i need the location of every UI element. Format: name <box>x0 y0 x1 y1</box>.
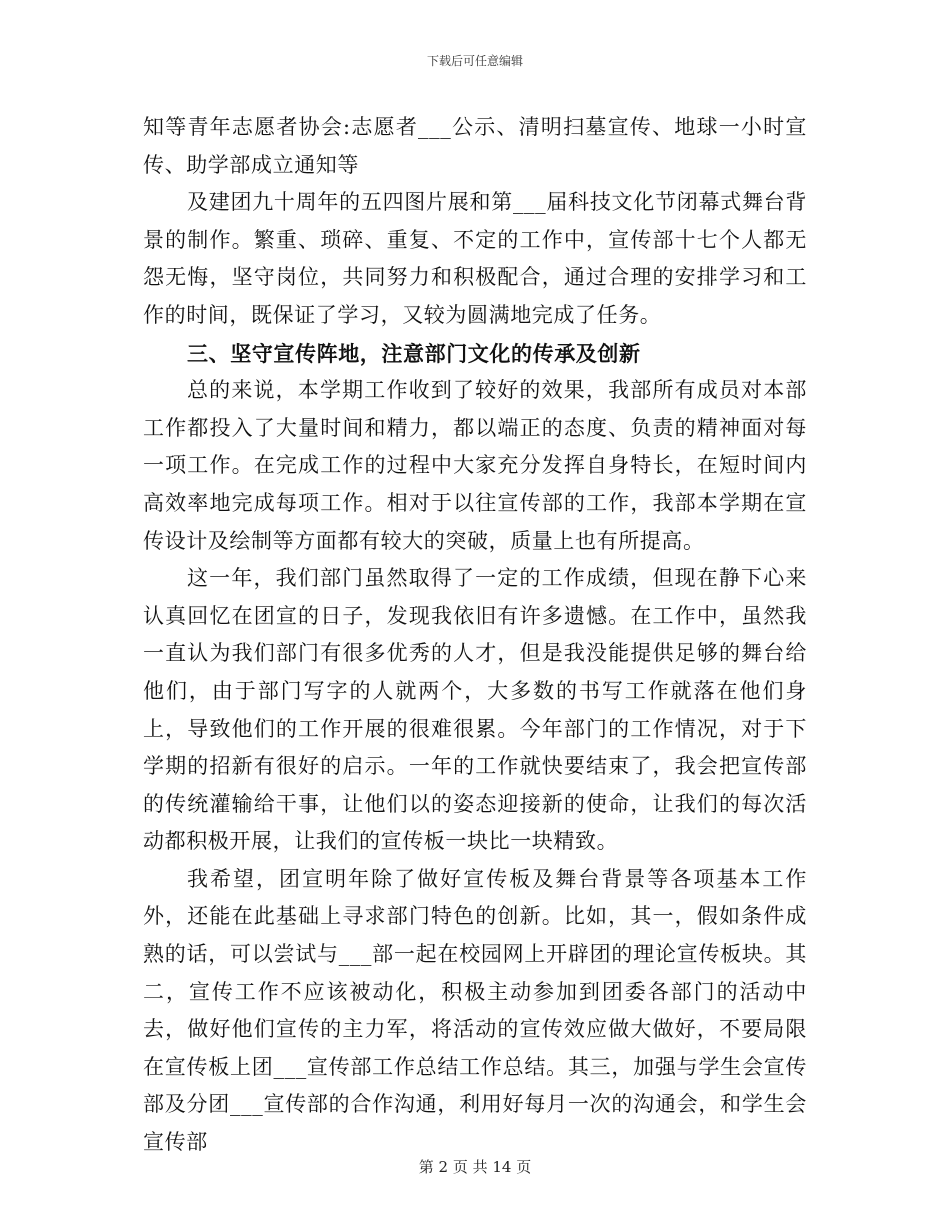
section-heading-3: 三、坚守宣传阵地，注意部门文化的传承及创新 <box>187 340 641 366</box>
paragraph-exhibition-work: 及建团九十周年的五四图片展和第___届科技文化节闭幕式舞台背景的制作。繁重、琐碎、重复、不定的工作中，宣传部十七个人都无怨无悔，坚守岗位，共同努力和积极配合，通过合理的安排学习和工作的时间，既保证了学习，又较为圆满地完成了任务。 <box>143 190 807 327</box>
paragraph-hopes: 我希望，团宣明年除了做好宣传板及舞台背景等各项基本工作外，还能在此基础上寻求部门特色的创新。比如，其一，假如条件成熟的话，可以尝试与___部一起在校园网上开辟团的理论宣传板块。其二，宣传工作不应该被动化，积极主动参加到团委各部门的活动中去，做好他们宣传的主力军，将活动的宣传效应做大做好，不要局限在宣传板上团___宣传部工作总结工作总结。其三，加强与学生会宣传部及分团___宣传部的合作沟通，利用好每月一次的沟通会，和学生会宣传部 <box>143 866 807 1155</box>
page-header: 下载后可任意编辑 <box>426 54 523 68</box>
paragraph-continued-list: 知等青年志愿者协会:志愿者___公示、清明扫墓宣传、地球一小时宣传、助学部成立通知等 <box>143 115 807 177</box>
paragraph-reflection: 这一年，我们部门虽然取得了一定的工作成绩，但现在静下心来认真回忆在团宣的日子，发现我依旧有许多遗憾。在工作中，虽然我一直认为我们部门有很多优秀的人才，但是我没能提供足够的舞台给他们，由于部门写字的人就两个，大多数的书写工作就落在他们身上，导致他们的工作开展的很难很累。今年部门的工作情况，对于下学期的招新有很好的启示。一年的工作就快要结束了，我会把宣传部的传统灌输给干事，让他们以的姿态迎接新的使命，让我们的每次活动都积极开展，让我们的宣传板一块比一块精致。 <box>143 566 807 854</box>
page-number-footer: 第 2 页 共 14 页 <box>418 1158 532 1176</box>
paragraph-summary: 总的来说，本学期工作收到了较好的效果，我部所有成员对本部工作都投入了大量时间和精力，都以端正的态度、负责的精神面对每一项工作。在完成工作的过程中大家充分发挥自身特长，在短时间内高效率地完成每项工作。相对于以往宣传部的工作，我部本学期在宣传设计及绘制等方面都有较大的突破，质量上也有所提高。 <box>143 378 807 553</box>
document-body <box>143 109 807 1162</box>
